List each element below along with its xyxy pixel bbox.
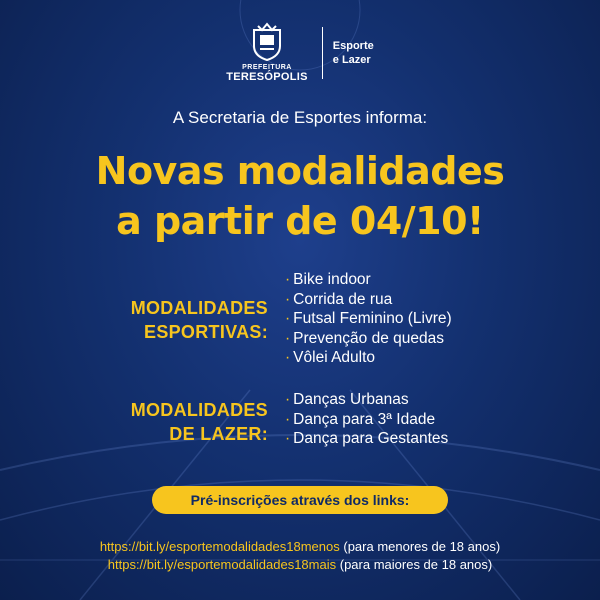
prefeitura-logo xyxy=(226,22,308,83)
list-item-label: Corrida de rua xyxy=(293,290,393,308)
list-item xyxy=(285,309,452,329)
list-item xyxy=(285,329,452,349)
leisure-label-line-2: DE LAZER: xyxy=(169,424,268,444)
pre-registration-banner: Pré-inscrições através dos links: xyxy=(152,486,448,514)
headline xyxy=(0,146,600,246)
bullet: · xyxy=(285,290,291,308)
sports-list xyxy=(285,270,452,368)
list-item-label: Danças Urbanas xyxy=(293,391,409,408)
header xyxy=(0,22,600,83)
leisure-label-line-1: MODALIDADES xyxy=(130,400,268,420)
headline-line-1: Novas modalidades xyxy=(95,149,505,193)
list-item xyxy=(285,429,448,449)
list-item-label: Futsal Feminino (Livre) xyxy=(293,310,452,327)
list-item-label: Bike indoor xyxy=(293,271,371,288)
leisure-list xyxy=(285,390,448,449)
list-item-label: Prevenção de quedas xyxy=(293,329,444,347)
department-line-1: Esporte xyxy=(332,39,374,52)
list-item xyxy=(285,290,452,310)
list-item xyxy=(285,348,452,368)
link-note-under-18: (para menores de 18 anos) xyxy=(343,539,501,554)
links-block xyxy=(0,538,600,574)
list-item-label: Dança para 3ª Idade xyxy=(293,410,436,428)
header-divider xyxy=(322,27,323,79)
link-row xyxy=(0,538,600,556)
link-url-over-18[interactable]: https://bit.ly/esportemodalidades18mais xyxy=(107,557,337,572)
city-crest-icon xyxy=(250,22,284,62)
list-item xyxy=(285,270,452,290)
link-row xyxy=(0,556,600,574)
list-item xyxy=(285,390,448,410)
bullet: · xyxy=(285,271,291,288)
bullet: · xyxy=(285,391,291,408)
headline-line-2: a partir de 04/10! xyxy=(116,199,484,243)
subtitle: A Secretaria de Esportes informa: xyxy=(172,108,428,127)
bullet: · xyxy=(285,310,291,327)
link-note-over-18: (para maiores de 18 anos) xyxy=(339,557,493,572)
sports-label xyxy=(131,296,268,344)
list-item xyxy=(285,410,448,430)
list-item-label: Vôlei Adulto xyxy=(293,349,376,366)
leisure-label xyxy=(131,398,268,446)
logo-small-text: PREFEITURA xyxy=(242,64,292,71)
list-item-label: Dança para Gestantes xyxy=(293,430,449,447)
sports-label-line-1: MODALIDADES xyxy=(130,298,268,318)
bullet: · xyxy=(285,329,291,347)
department-line-2: e Lazer xyxy=(332,53,371,66)
bullet: · xyxy=(285,430,291,447)
link-url-under-18[interactable]: https://bit.ly/esportemodalidades18menos xyxy=(99,539,340,554)
bullet: · xyxy=(285,410,291,428)
logo-big-text: TERESÓPOLIS xyxy=(226,71,308,83)
sports-label-line-2: ESPORTIVAS: xyxy=(144,322,268,342)
department-name xyxy=(333,39,374,67)
bullet: · xyxy=(285,349,291,366)
